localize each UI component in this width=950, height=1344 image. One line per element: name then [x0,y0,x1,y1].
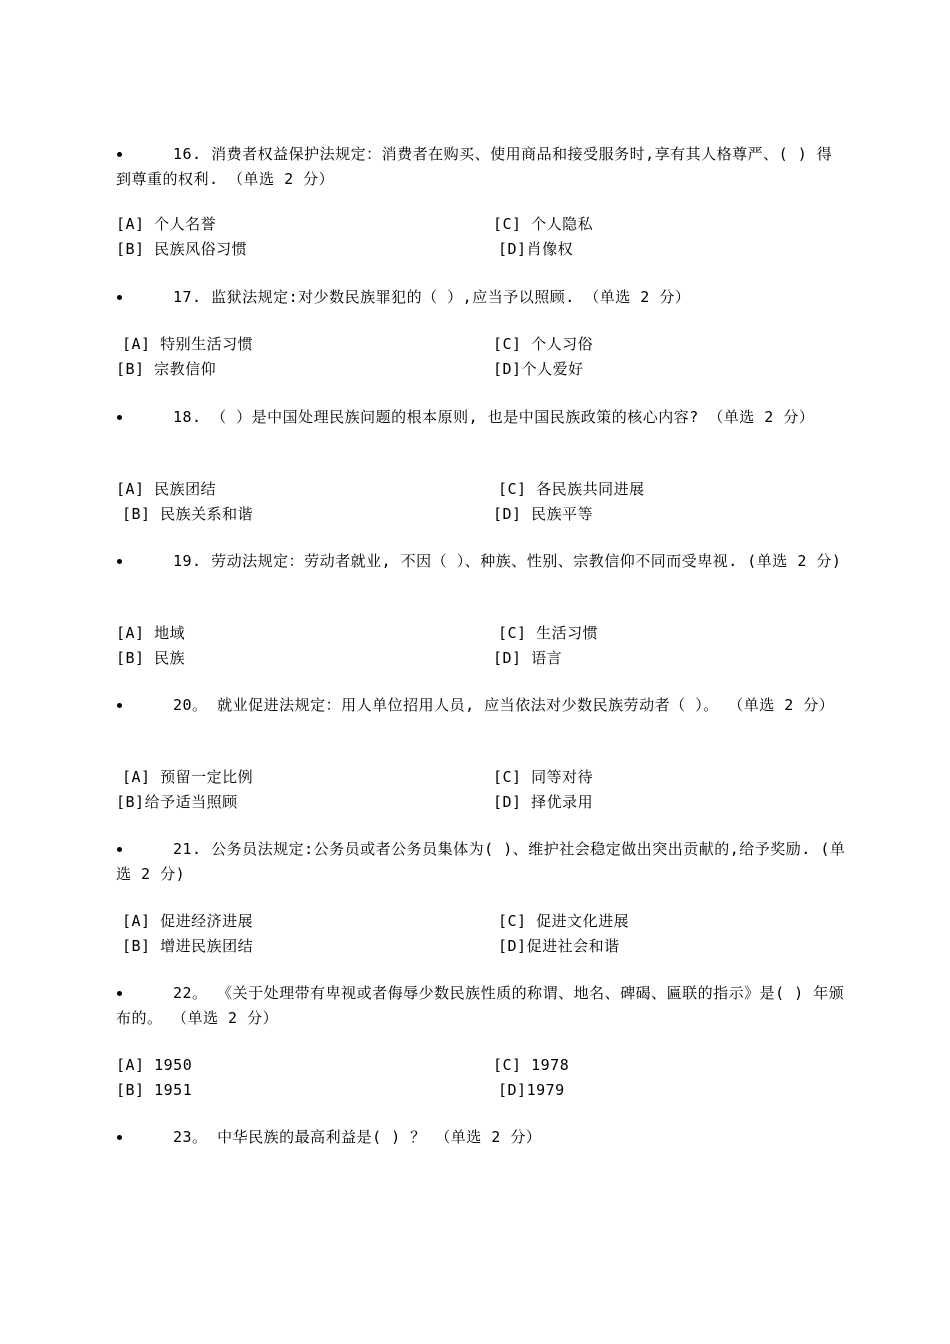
option-a: [A] 民族团结 [116,480,217,498]
question-stem: 23。 中华民族的最高利益是( ) ？ （单选 2 分） [173,1128,542,1146]
option-b: [B]给予适当照顾 [116,793,238,811]
question-stem: 22。 《关于处理带有卑视或者侮辱少数民族性质的称谓、地名、碑碣、匾联的指示》是( ) 年颁布的。 （单选 2 分） [116,984,845,1027]
option-b: [B] 1951 [116,1081,193,1099]
question-19 [116,549,846,574]
question-22 [116,981,846,1031]
option-b: [B] 民族关系和谐 [122,505,254,523]
option-a: [A] 1950 [116,1056,193,1074]
question-stem: 18. （ ）是中国处理民族问题的根本原则, 也是中国民族政策的核心内容? （单选 2 分） [173,408,815,426]
option-d: [D] 择优录用 [493,793,594,811]
option-c: [C] 各民族共同进展 [498,480,645,498]
option-c: [C] 个人习俗 [493,335,594,353]
question-18 [116,405,846,430]
options-19 [116,621,836,671]
options-17 [116,332,836,382]
options-16 [116,212,836,262]
option-a: [A] 预留一定比例 [122,768,254,786]
option-b: [B] 增进民族团结 [122,937,254,955]
option-d: [D] 民族平等 [493,505,594,523]
question-16 [116,142,846,192]
option-d: [D]个人爱好 [493,360,584,378]
question-20 [116,693,846,718]
option-a: [A] 个人名誉 [116,215,217,233]
option-d: [D]1979 [498,1081,565,1099]
question-stem: 16. 消费者权益保护法规定：消费者在购买、使用商品和接受服务时,享有其人格尊严、( ) 得到尊重的权利. （单选 2 分） [116,145,833,188]
question-23 [116,1125,846,1150]
option-d: [D]肖像权 [498,240,574,258]
options-20 [116,765,836,815]
option-d: [D]促进社会和谐 [498,937,620,955]
option-c: [C] 同等对待 [493,768,594,786]
question-17 [116,285,846,310]
option-b: [B] 宗教信仰 [116,360,217,378]
question-stem: 21. 公务员法规定:公务员或者公务员集体为( )、维护社会稳定做出突出贡献的,给予奖励. (单选 2 分) [116,840,846,883]
options-21 [116,909,836,959]
question-stem: 20。 就业促进法规定：用人单位招用人员, 应当依法对少数民族劳动者（ ）。 （单选 2 分） [173,696,835,714]
option-b: [B] 民族 [116,649,186,667]
option-c: [C] 个人隐私 [493,215,594,233]
options-22 [116,1053,836,1103]
option-d: [D] 语言 [493,649,563,667]
option-a: [A] 促进经济进展 [122,912,254,930]
option-a: [A] 地域 [116,624,186,642]
option-a: [A] 特别生活习惯 [122,335,254,353]
option-c: [C] 1978 [493,1056,570,1074]
question-21 [116,837,846,887]
option-b: [B] 民族风俗习惯 [116,240,248,258]
options-18 [116,477,836,527]
option-c: [C] 促进文化进展 [498,912,630,930]
question-stem: 19. 劳动法规定：劳动者就业, 不因（ ）、种族、性别、宗教信仰不同而受卑视. (单选 2 分) [173,552,842,570]
option-c: [C] 生活习惯 [498,624,599,642]
question-stem: 17. 监狱法规定:对少数民族罪犯的（ ）,应当予以照顾. （单选 2 分） [173,288,691,306]
